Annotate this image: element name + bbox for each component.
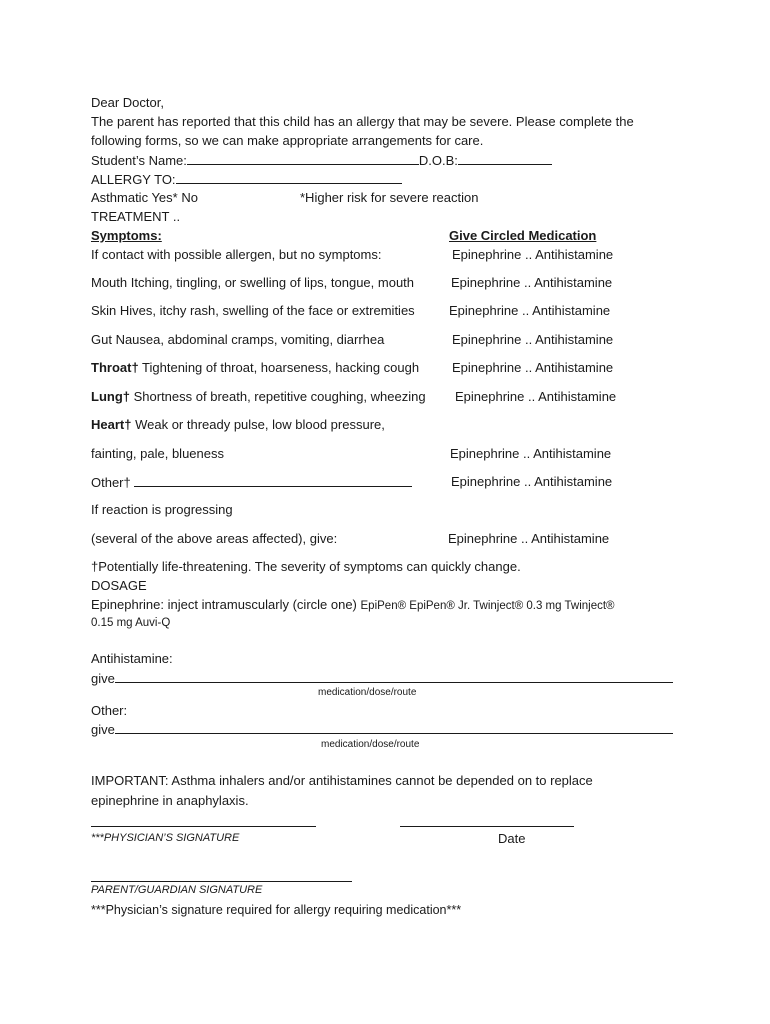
antihistamine-label: Antihistamine: bbox=[91, 651, 173, 666]
date-label: Date bbox=[498, 831, 526, 846]
parent-signature-label: PARENT/GUARDIAN SIGNATURE bbox=[91, 884, 263, 896]
lung-text: Shortness of breath, repetitive coughing, wheezing bbox=[130, 389, 426, 404]
important-line-1: IMPORTANT: Asthma inhalers and/or antihistamines cannot be depended on to replace bbox=[91, 773, 593, 788]
parent-signature-line[interactable] bbox=[91, 881, 352, 882]
antihistamine-give-field[interactable] bbox=[115, 669, 673, 683]
allergy-field[interactable] bbox=[176, 170, 402, 184]
symptom-row-other bbox=[91, 473, 412, 492]
med-dose-route-caption: medication/dose/route bbox=[321, 739, 420, 750]
progressing-label: If reaction is progressing bbox=[91, 502, 233, 517]
medication-choice[interactable]: Epinephrine .. Antihistamine bbox=[450, 446, 612, 461]
dob-field[interactable] bbox=[458, 151, 552, 165]
allergy-row bbox=[91, 170, 402, 189]
symptom-row-throat bbox=[91, 359, 419, 377]
higher-risk-note: *Higher risk for severe reaction bbox=[300, 190, 479, 205]
student-name-row bbox=[91, 151, 552, 170]
give-label: give bbox=[91, 722, 115, 737]
medication-choice[interactable]: Epinephrine .. Antihistamine bbox=[449, 303, 611, 318]
symptoms-header: Symptoms: bbox=[91, 228, 162, 243]
treatment-label: TREATMENT .. bbox=[91, 209, 181, 224]
symptom-row-no-symptoms: If contact with possible allergen, but no symptoms: bbox=[91, 247, 382, 262]
symptom-row-skin: Skin Hives, itchy rash, swelling of the face or extremities bbox=[91, 303, 415, 318]
intro-line-1: The parent has reported that this child has an allergy that may be severe. Please complete the bbox=[91, 114, 634, 129]
other-give-field[interactable] bbox=[115, 720, 673, 734]
intro-line-2: following forms, so we can make appropriate arrangements for care. bbox=[91, 133, 484, 148]
lung-label: Lung† bbox=[91, 389, 130, 404]
epinephrine-dose bbox=[91, 596, 615, 615]
other-give-row bbox=[91, 720, 673, 739]
medication-choice[interactable]: Epinephrine .. Antihistamine bbox=[452, 360, 614, 375]
footer-note: ***Physician’s signature required for allergy requiring medication*** bbox=[91, 903, 462, 917]
medication-choice[interactable]: Epinephrine .. Antihistamine bbox=[452, 247, 614, 262]
other-label: Other: bbox=[91, 703, 128, 718]
dosage-label: DOSAGE bbox=[91, 578, 147, 593]
salutation: Dear Doctor, bbox=[91, 95, 164, 110]
symptom-row-heart-cont: fainting, pale, blueness bbox=[91, 446, 224, 461]
epinephrine-dose-label: Epinephrine: inject intramuscularly (circle one) bbox=[91, 597, 361, 612]
medication-choice[interactable]: Epinephrine .. Antihistamine bbox=[451, 275, 613, 290]
give-label: give bbox=[91, 671, 115, 686]
symptom-row-mouth: Mouth Itching, tingling, or swelling of lips, tongue, mouth bbox=[91, 275, 415, 290]
epinephrine-dose-options[interactable]: EpiPen® EpiPen® Jr. Twinject® 0.3 mg Twinject® bbox=[360, 600, 615, 612]
physician-signature-line[interactable] bbox=[91, 826, 316, 827]
life-threatening-note: †Potentially life-threatening. The severity of symptoms can quickly change. bbox=[91, 559, 521, 574]
other-symptom-field[interactable] bbox=[134, 473, 412, 487]
antihistamine-give-row bbox=[91, 669, 673, 688]
throat-label: Throat† bbox=[91, 360, 139, 375]
med-dose-route-caption: medication/dose/route bbox=[318, 687, 417, 698]
asthmatic-label: Asthmatic Yes* No bbox=[91, 190, 198, 205]
medication-choice[interactable]: Epinephrine .. Antihistamine bbox=[455, 389, 617, 404]
medication-choice[interactable]: Epinephrine .. Antihistamine bbox=[448, 531, 610, 546]
heart-text: Weak or thready pulse, low blood pressure, bbox=[131, 417, 385, 432]
important-line-2: epinephrine in anaphylaxis. bbox=[91, 793, 249, 808]
medication-header: Give Circled Medication bbox=[449, 228, 597, 243]
student-name-field[interactable] bbox=[187, 151, 419, 165]
allergy-label: ALLERGY TO: bbox=[91, 172, 176, 187]
heart-label: Heart† bbox=[91, 417, 132, 432]
symptom-row-heart bbox=[91, 416, 385, 434]
medication-choice[interactable]: Epinephrine .. Antihistamine bbox=[452, 332, 614, 347]
student-name-label: Student’s Name: bbox=[91, 153, 187, 168]
progressing-text: (several of the above areas affected), give: bbox=[91, 531, 338, 546]
medication-choice[interactable]: Epinephrine .. Antihistamine bbox=[451, 474, 613, 489]
symptom-row-gut: Gut Nausea, abdominal cramps, vomiting, diarrhea bbox=[91, 332, 385, 347]
throat-text: Tightening of throat, hoarseness, hacking cough bbox=[138, 360, 420, 375]
other-symptom-label: Other† bbox=[91, 475, 131, 490]
dob-label: D.O.B: bbox=[418, 153, 458, 168]
physician-signature-label: ***PHYSICIAN’S SIGNATURE bbox=[91, 832, 240, 844]
symptom-row-lung bbox=[91, 388, 426, 406]
date-line[interactable] bbox=[400, 826, 574, 827]
epinephrine-dose-options-cont[interactable]: 0.15 mg Auvi-Q bbox=[91, 617, 171, 629]
